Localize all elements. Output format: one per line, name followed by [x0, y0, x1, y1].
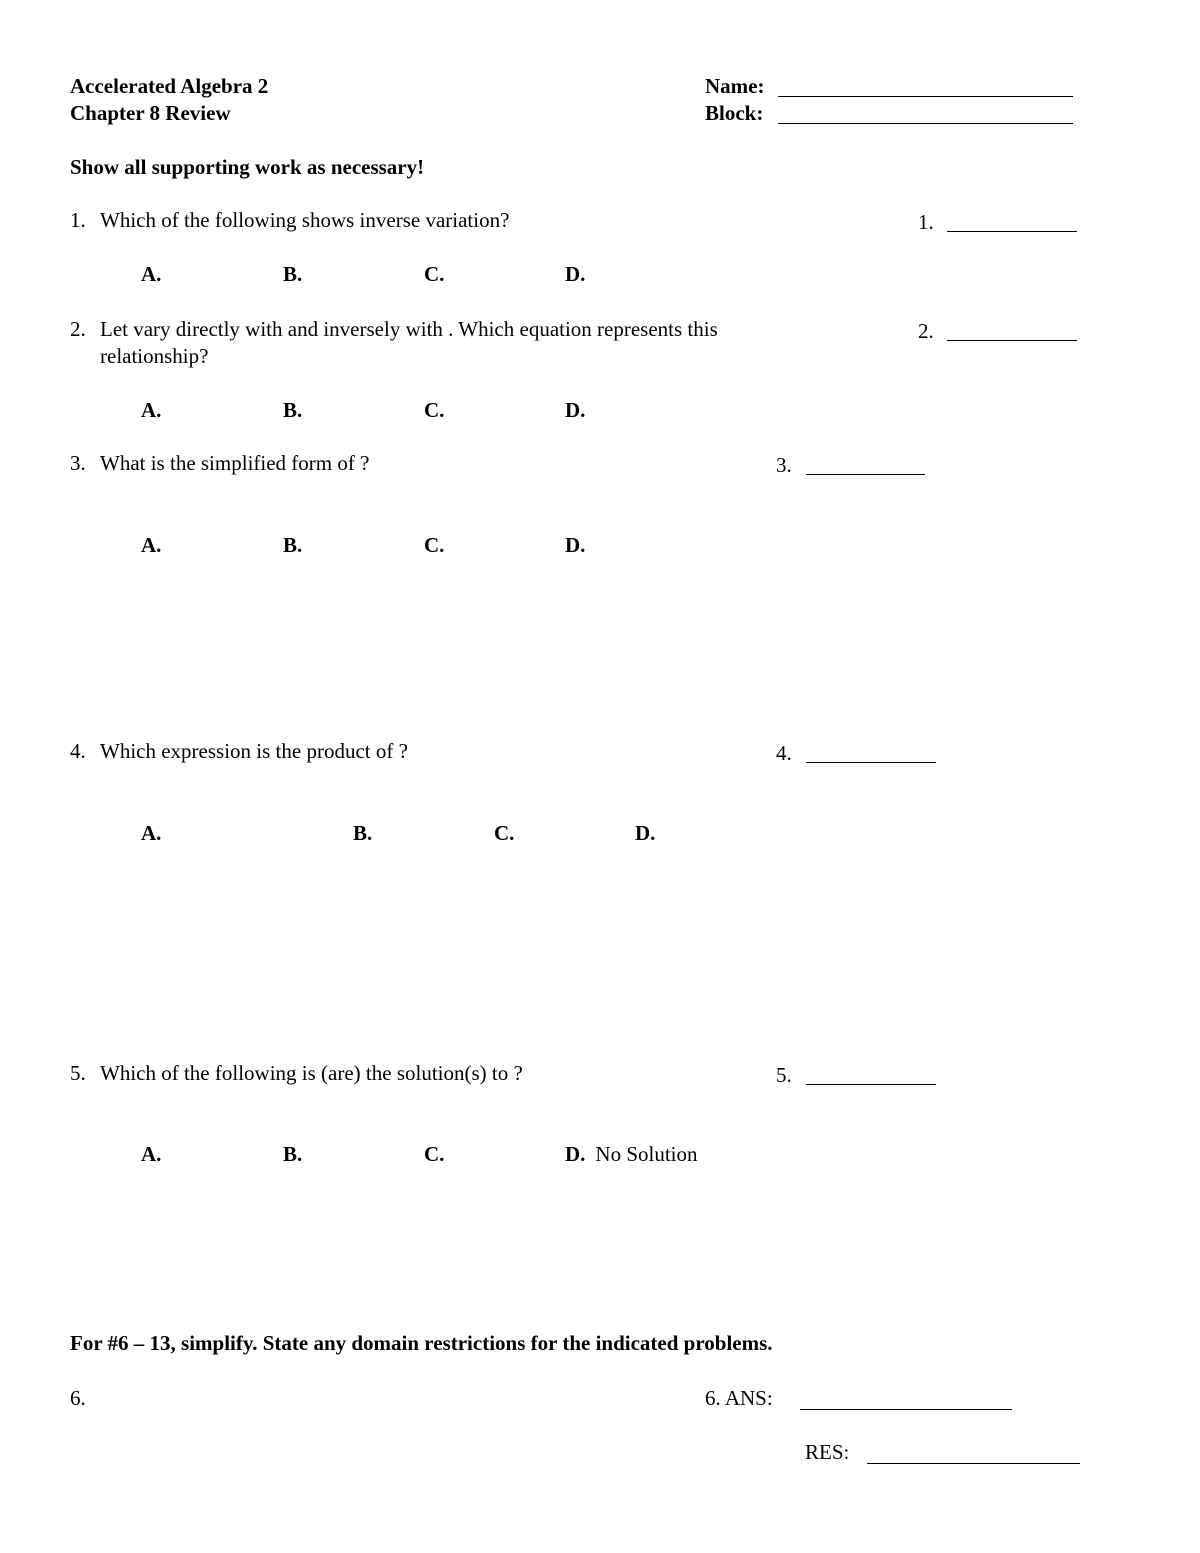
choice-c: C. — [424, 398, 445, 422]
choice-c: C. — [424, 262, 445, 286]
question-number: 6. — [70, 1386, 86, 1410]
instructions: Show all supporting work as necessary! — [70, 155, 425, 179]
choice-b: B. — [283, 262, 303, 286]
question-number: 4. — [70, 739, 86, 763]
answer-label: 4. — [776, 741, 792, 765]
question-text: What is the simplified form of ? — [100, 451, 370, 475]
question-number: 1. — [70, 208, 86, 232]
choice-a: A. — [141, 1142, 162, 1166]
choice-c: C. — [424, 1142, 445, 1166]
answer-line[interactable] — [806, 762, 936, 763]
choice-d: D. — [565, 262, 586, 286]
answer-line[interactable] — [947, 340, 1077, 341]
block-line[interactable] — [778, 123, 1073, 124]
choice-a: A. — [141, 262, 162, 286]
question-text: Let vary directly with and inversely with . Which equation represents this — [100, 317, 718, 341]
question-number: 2. — [70, 317, 86, 341]
choice-a: A. — [141, 533, 162, 557]
name-label: Name: — [705, 74, 765, 98]
question-text: Which of the following shows inverse variation? — [100, 208, 510, 232]
answer-label: 5. — [776, 1063, 792, 1087]
choice-d-text: No Solution — [595, 1142, 698, 1166]
choice-d: D. — [635, 821, 656, 845]
choice-b: B. — [283, 533, 303, 557]
section-instructions: For #6 – 13, simplify. State any domain restrictions for the indicated problems. — [70, 1331, 773, 1355]
ans-line[interactable] — [800, 1409, 1012, 1410]
choice-b: B. — [283, 1142, 303, 1166]
name-line[interactable] — [778, 96, 1073, 97]
question-text: Which expression is the product of ? — [100, 739, 408, 763]
answer-line[interactable] — [806, 1084, 936, 1085]
course-title: Accelerated Algebra 2 — [70, 74, 269, 98]
question-number: 3. — [70, 451, 86, 475]
answer-label: 1. — [918, 210, 934, 234]
block-label: Block: — [705, 101, 764, 125]
choice-d: D. — [565, 398, 586, 422]
choice-c: C. — [424, 533, 445, 557]
choice-a: A. — [141, 398, 162, 422]
question-text: Which of the following is (are) the solution(s) to ? — [100, 1061, 523, 1085]
choice-d-letter: D. — [565, 1142, 586, 1166]
answer-line[interactable] — [947, 231, 1077, 232]
res-line[interactable] — [867, 1463, 1080, 1464]
choice-d: D. — [565, 533, 586, 557]
answer-label: 2. — [918, 319, 934, 343]
chapter-title: Chapter 8 Review — [70, 101, 231, 125]
choice-d — [565, 1141, 698, 1167]
choice-c: C. — [494, 821, 515, 845]
choice-b: B. — [353, 821, 373, 845]
question-number: 5. — [70, 1061, 86, 1085]
choice-a: A. — [141, 821, 162, 845]
answer-label: 3. — [776, 453, 792, 477]
res-label: RES: — [805, 1440, 850, 1464]
ans-label: 6. ANS: — [705, 1386, 773, 1410]
question-text-continued: relationship? — [100, 344, 209, 368]
answer-line[interactable] — [806, 474, 925, 475]
choice-b: B. — [283, 398, 303, 422]
